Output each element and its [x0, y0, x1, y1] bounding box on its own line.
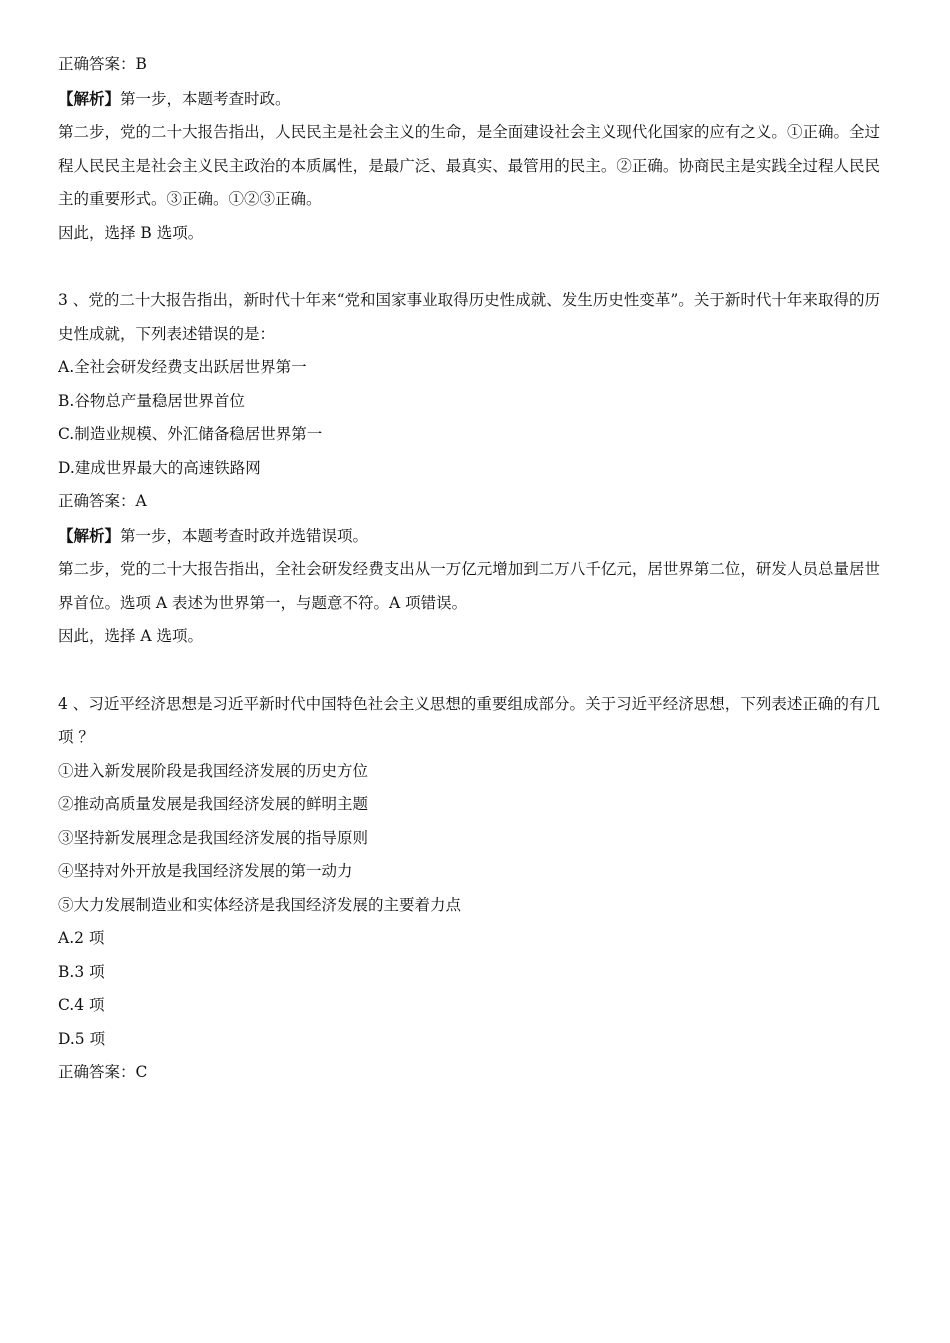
- question-4: [58, 688, 880, 1090]
- analysis-step-2: 第二步，党的二十大报告指出，全社会研发经费支出从一万亿元增加到二万八千亿元，居世界第二位，研发人员总量居世界首位。选项 A 表述为世界第一，与题意不符。A 项错误。: [58, 560, 880, 612]
- conclusion-line: 因此，选择 B 选项。: [58, 223, 204, 242]
- analysis-tag: 【解析】: [58, 88, 121, 108]
- option-c: C.4 项: [58, 996, 105, 1014]
- analysis-step-2: 第二步，党的二十大报告指出，人民民主是社会主义的生命，是全面建设社会主义现代化国家的应有之义。①正确。全过程人民民主是社会主义民主政治的本质属性，是最广泛、最真实、最管用的民主。②正确。协商民主是实践全过程人民民主的重要形式。③正确。①②③正确。: [58, 123, 880, 208]
- answer-line: 正确答案：A: [58, 492, 147, 510]
- question-2-explanation: [58, 48, 880, 250]
- analysis-line: [58, 519, 880, 554]
- document-page: [58, 48, 880, 1090]
- answer-line: 正确答案：C: [58, 1063, 148, 1081]
- question-stem: 4 、习近平经济思想是习近平新时代中国特色社会主义思想的重要组成部分。关于习近平经济思想，下列表述正确的有几项 ？: [58, 694, 880, 746]
- question-3: [58, 284, 880, 654]
- question-stem: 3 、党的二十大报告指出，新时代十年来“党和国家事业取得历史性成就、发生历史性变革”。关于新时代十年来取得的历史性成就，下列表述错误的是：: [58, 291, 880, 343]
- option-c: C.制造业规模、外汇储备稳居世界第一: [58, 425, 323, 443]
- option-d: D.建成世界最大的高速铁路网: [58, 458, 261, 477]
- analysis-step-1: 第一步，本题考查时政并选错误项。: [120, 526, 369, 545]
- option-d: D.5 项: [58, 1029, 106, 1048]
- analysis-line: [58, 82, 880, 117]
- analysis-step-1: 第一步，本题考查时政。: [120, 89, 291, 108]
- option-a: A.全社会研发经费支出跃居世界第一: [58, 358, 307, 376]
- answer-line: 正确答案：B: [58, 55, 147, 73]
- statement-2: ②推动高质量发展是我国经济发展的鲜明主题: [58, 795, 369, 813]
- statement-3: ③坚持新发展理念是我国经济发展的指导原则: [58, 828, 369, 847]
- conclusion-line: 因此，选择 A 选项。: [58, 627, 204, 645]
- option-b: B.谷物总产量稳居世界首位: [58, 391, 245, 410]
- analysis-tag: 【解析】: [58, 525, 121, 545]
- statement-4: ④坚持对外开放是我国经济发展的第一动力: [58, 862, 353, 880]
- spacer: [58, 250, 880, 284]
- statement-1: ①进入新发展阶段是我国经济发展的历史方位: [58, 761, 369, 780]
- statement-5: ⑤大力发展制造业和实体经济是我国经济发展的主要着力点: [58, 895, 462, 914]
- spacer: [58, 654, 880, 688]
- option-b: B.3 项: [58, 962, 105, 981]
- option-a: A.2 项: [58, 929, 105, 947]
